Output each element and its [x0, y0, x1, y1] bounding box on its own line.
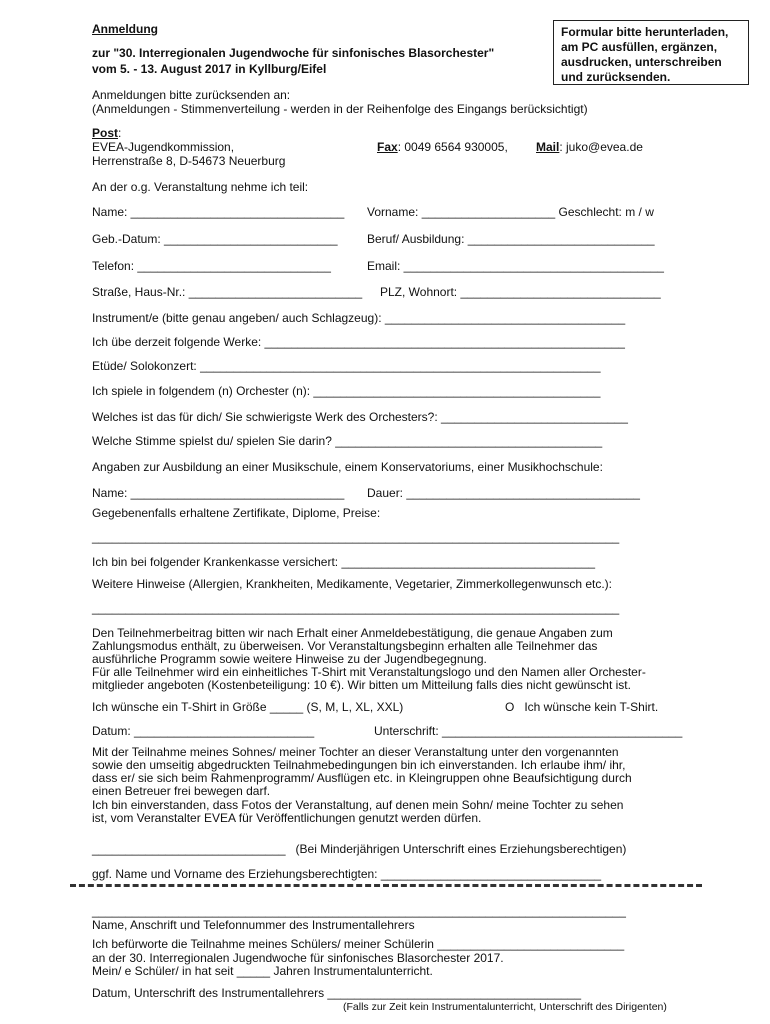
post-label: Post: [92, 126, 119, 140]
instructions-line: ausdrucken, unterschreiben: [561, 55, 722, 69]
education-heading: Angaben zur Ausbildung an einer Musikschule, einem Konservatoriums, einer Musikhochschule:: [92, 460, 603, 474]
fee-line: Für alle Teilnehmer wird ein einheitliches T-Shirt mit Veranstaltungslogo und den Namen aller Orchester-: [92, 665, 646, 679]
guardian-signature-field[interactable]: _____________________________ (Bei Minderjährigen Unterschrift eines Erziehungsberechtigen): [92, 842, 627, 856]
consent-line: Mit der Teilnahme meines Sohnes/ meiner Tochter an dieser Veranstaltung unter den vorgenannten: [92, 745, 619, 759]
fax-label: Fax: [377, 140, 398, 154]
orchestra-field[interactable]: Ich spiele in folgendem (n) Orchester (n): ___________________________________________: [92, 384, 601, 398]
student-name-field[interactable]: Ich befürworte die Teilnahme meines Schülers/ meiner Schülerin ____________________________: [92, 937, 625, 951]
fee-line: Den Teilnehmerbeitrag bitten wir nach Erhalt einer Anmeldebestätigung, die genaue Angaben zum: [92, 626, 613, 640]
mail: [536, 140, 643, 154]
participate-text: An der o.g. Veranstaltung nehme ich teil:: [92, 180, 309, 194]
mail-label: Mail: [536, 140, 560, 154]
phone-field[interactable]: Telefon: _____________________________: [92, 259, 331, 273]
voice-field[interactable]: Welche Stimme spielst du/ spielen Sie darin? ________________________________________: [92, 434, 603, 448]
city-field[interactable]: PLZ, Wohnort: ______________________________: [380, 285, 661, 299]
notes-label: Weitere Hinweise (Allergien, Krankheiten, Medikamente, Vegetarier, Zimmerkollegenwunsch etc.):: [92, 577, 613, 591]
occupation-field[interactable]: Beruf/ Ausbildung: ____________________________: [367, 232, 655, 246]
guardian-name-field[interactable]: ggf. Name und Vorname des Erziehungsberechtigten: _________________________________: [92, 867, 602, 881]
birthdate-field[interactable]: Geb.-Datum: __________________________: [92, 232, 338, 246]
intro-line-2: (Anmeldungen - Stimmenverteilung - werden in der Reihenfolge des Eingangs berücksichtigt): [92, 102, 588, 116]
fee-line: Zahlungsmodus enthält, zu überweisen. Vor Veranstaltungsbeginn erhalten alle Teilnehmer das: [92, 639, 598, 653]
fax: [377, 140, 508, 154]
post-heading: [92, 126, 121, 140]
email-field[interactable]: Email: _______________________________________: [367, 259, 664, 273]
duration-field[interactable]: Dauer: ___________________________________: [367, 486, 640, 500]
certificates-field[interactable]: _______________________________________________________________________________: [92, 530, 620, 544]
teacher-line-2: an der 30. Interregionalen Jugendwoche für sinfonisches Blasorchester 2017.: [92, 951, 504, 965]
etude-field[interactable]: Etüde/ Solokonzert: ____________________________________________________________: [92, 359, 601, 373]
cut-line-divider: [70, 884, 702, 887]
notes-field[interactable]: _______________________________________________________________________________: [92, 601, 620, 615]
certificates-label: Gegebenenfalls erhaltene Zertifikate, Diplome, Preise:: [92, 506, 381, 520]
consent-line: ist, vom Veranstalter EVEA für Veröffentlichungen genutzt werden dürfen.: [92, 811, 482, 825]
school-name-field[interactable]: Name: ________________________________: [92, 486, 345, 500]
works-field[interactable]: Ich übe derzeit folgende Werke: ______________________________________________________: [92, 335, 625, 349]
hardest-work-field[interactable]: Welches ist das für dich/ Sie schwierigste Werk des Orchesters?: ____________________________: [92, 410, 628, 424]
instructions-line: am PC ausfüllen, ergänzen,: [561, 40, 718, 54]
vorname-field[interactable]: Vorname: ____________________ Geschlecht: m / w: [367, 205, 654, 219]
tshirt-size-field[interactable]: Ich wünsche ein T-Shirt in Größe _____ (S, M, L, XL, XXL): [92, 700, 404, 714]
teacher-note: (Falls zur Zeit kein Instrumentalunterricht, Unterschrift des Dirigenten): [343, 1001, 667, 1013]
post-org: EVEA-Jugendkommission,: [92, 140, 235, 154]
consent-line: einen Betreuer frei bewegen darf.: [92, 784, 271, 798]
instructions-box: [553, 20, 749, 85]
name-field[interactable]: Name: ________________________________: [92, 205, 345, 219]
date-field[interactable]: Datum: ___________________________: [92, 724, 315, 738]
consent-line: sowie den umseitig abgedruckten Teilnahmebedingungen bin ich einverstanden. Ich erlaube ihm/ ihr,: [92, 758, 626, 772]
teacher-signature-field[interactable]: Datum, Unterschrift des Instrumentallehrers ______________________________________: [92, 986, 582, 1000]
form-title: Anmeldung: [92, 22, 158, 36]
mail-value[interactable]: : juko@evea.de: [559, 140, 643, 154]
fee-line: mitglieder angeboten (Kostenbeteiligung: 10 €). Wir bitten um Mitteilung falls dies nicht gewünscht ist.: [92, 678, 631, 692]
insurance-field[interactable]: Ich bin bei folgender Krankenkasse versichert: ______________________________________: [92, 555, 596, 569]
instructions-line: und zurücksenden.: [561, 70, 671, 84]
fee-line: ausführliche Programm sowie weitere Hinweise zu der Jugendbegegnung.: [92, 652, 487, 666]
consent-line: Ich bin einverstanden, dass Fotos der Veranstaltung, auf denen mein Sohn/ meine Tochter zu sehen: [92, 798, 624, 812]
event-line-1: zur "30. Interregionalen Jugendwoche für sinfonisches Blasorchester": [92, 46, 495, 60]
post-colon: :: [118, 126, 122, 140]
teacher-blank-field[interactable]: ________________________________________________________________________________: [92, 904, 626, 918]
instructions-line: Formular bitte herunterladen,: [561, 25, 729, 39]
consent-line: dass er/ sie sich beim Rahmenprogramm/ Ausflügen etc. in Kleingruppen ohne Beaufsichtigung durch: [92, 771, 632, 785]
signature-field[interactable]: Unterschrift: ____________________________________: [374, 724, 683, 738]
post-address: Herrenstraße 8, D-54673 Neuerburg: [92, 154, 286, 168]
intro-line-1: Anmeldungen bitte zurücksenden an:: [92, 88, 291, 102]
years-lessons-field[interactable]: Mein/ e Schüler/ in hat seit _____ Jahren Instrumentalunterricht.: [92, 964, 433, 978]
teacher-heading: Name, Anschrift und Telefonnummer des Instrumentallehrers: [92, 918, 415, 932]
no-tshirt-option[interactable]: O Ich wünsche kein T-Shirt.: [505, 700, 659, 714]
event-line-2: vom 5. - 13. August 2017 in Kyllburg/Eifel: [92, 62, 327, 76]
street-field[interactable]: Straße, Haus-Nr.: __________________________: [92, 285, 363, 299]
fax-value: : 0049 6564 930005,: [397, 140, 508, 154]
instrument-field[interactable]: Instrument/e (bitte genau angeben/ auch Schlagzeug): ____________________________________: [92, 311, 626, 325]
